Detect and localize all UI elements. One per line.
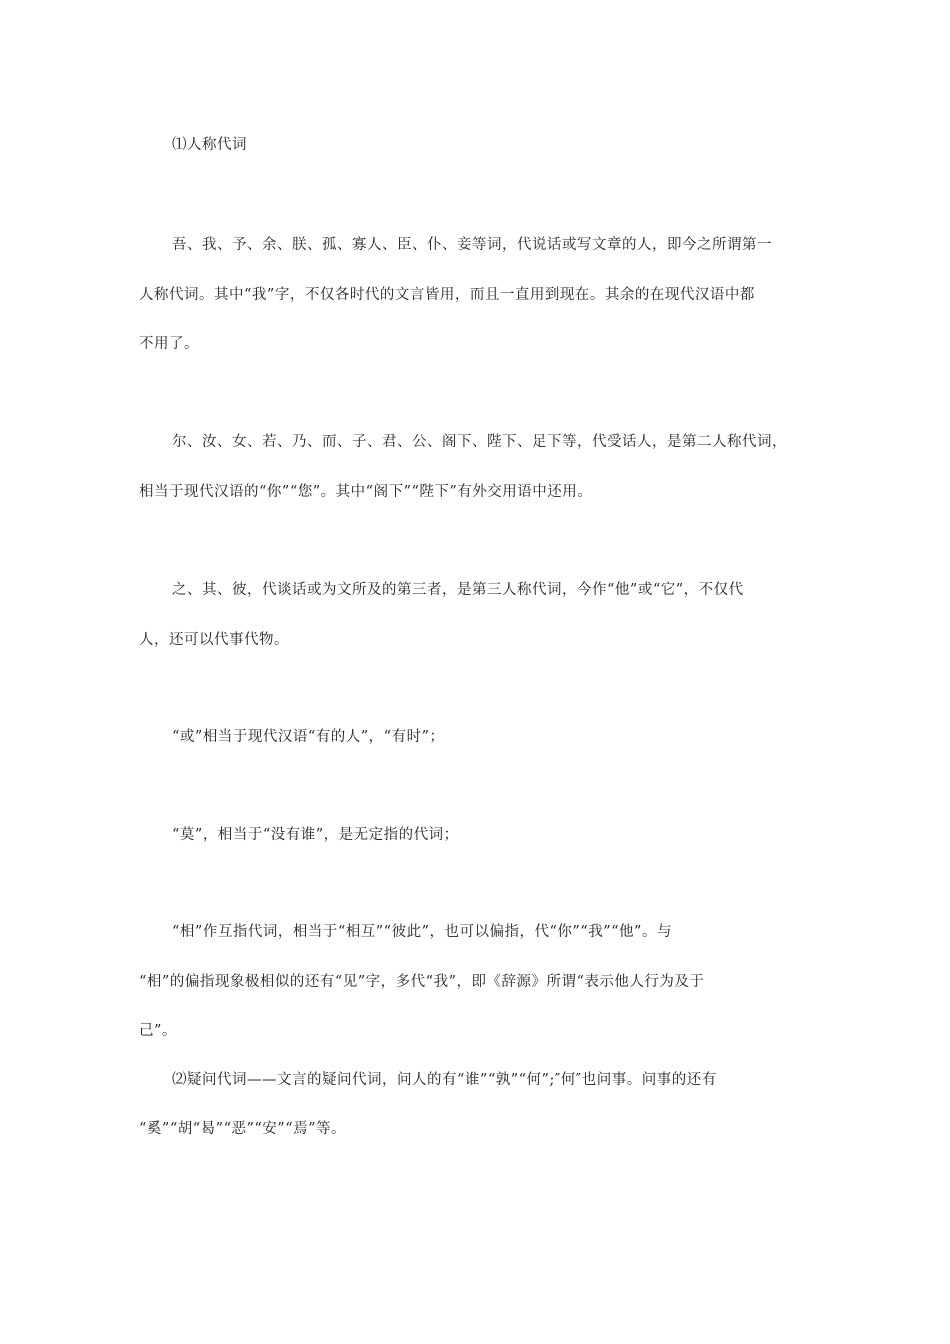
paragraph-interrogative-line-2: “奚”“胡“曷”“恶”“安”“焉”等。	[139, 1121, 347, 1137]
paragraph-xiang-line-3: 己”。	[139, 1023, 177, 1039]
paragraph-third-person-line-1: 之、其、彼，代谈话或为文所及的第三者，是第三人称代词，今作“他”或“它”，不仅代	[172, 582, 744, 598]
paragraph-mo-line-1: “莫”，相当于“没有谁”，是无定指的代词；	[172, 827, 459, 843]
paragraph-interrogative-line-1: ⑵疑问代词——文言的疑问代词，问人的有“谁”“孰”“何”;″何″也问事。问事的还有	[172, 1072, 717, 1088]
paragraph-third-person-line-2: 人，还可以代事代物。	[139, 632, 289, 648]
paragraph-xiang-line-2: “相”的偏指现象极相似的还有“见”字，多代“我”，即《辞源》所谓“表示他人行为及于	[139, 974, 705, 990]
paragraph-huo-line-1: “或”相当于现代汉语“有的人”，“有时”；	[172, 729, 445, 745]
paragraph-first-person-line-1: 吾、我、予、余、朕、孤、寡人、臣、仆、妾等词，代说话或写文章的人，即今之所谓第一	[172, 237, 772, 253]
section-heading-personal-pronouns: ⑴人称代词	[172, 137, 247, 153]
paragraph-xiang-line-1: “相”作互指代词，相当于“相互”“彼此”，也可以偏指，代“你”“我”“他”。与	[172, 924, 672, 940]
paragraph-first-person-line-2: 人称代词。其中“我”字，不仅各时代的文言皆用，而且一直用到现在。其余的在现代汉语中都	[139, 287, 755, 303]
paragraph-first-person-line-3: 不用了。	[139, 336, 199, 352]
paragraph-second-person-line-2: 相当于现代汉语的“你”“您”。其中“阁下”“陛下”有外交用语中还用。	[139, 484, 593, 500]
paragraph-second-person-line-1: 尔、汝、女、若、乃、而、子、君、公、阁下、陛下、足下等，代受话人，是第二人称代词，	[172, 434, 787, 450]
